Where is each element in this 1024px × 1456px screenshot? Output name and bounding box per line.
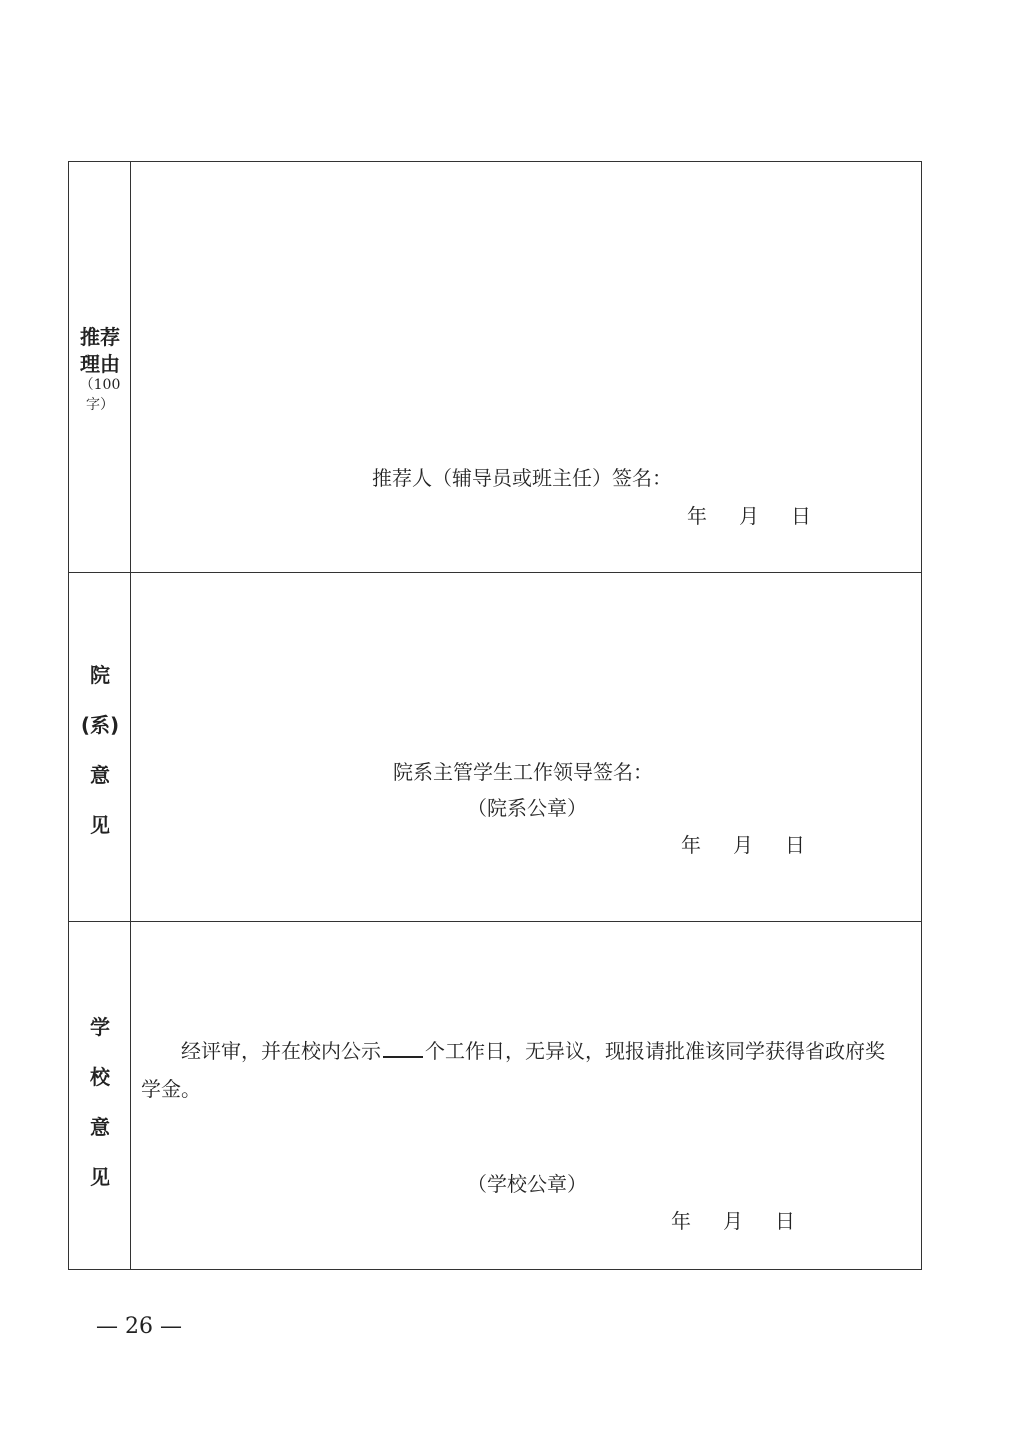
department-date-day: 日 xyxy=(785,833,805,857)
department-label-char-3: 意 xyxy=(90,763,110,787)
publicity-days-blank[interactable] xyxy=(383,1038,423,1058)
recommendation-label-note1: （100 xyxy=(79,377,121,393)
department-label-char-2: (系) xyxy=(80,713,120,737)
recommender-signature-label: 推荐人（辅导员或班主任）签名： xyxy=(372,466,672,490)
school-label-char-2: 校 xyxy=(90,1065,110,1089)
school-label-cell xyxy=(69,922,131,1269)
recommendation-label-line2: 理由 xyxy=(80,352,120,376)
recommendation-content-cell[interactable] xyxy=(131,162,921,572)
department-label-cell xyxy=(69,573,131,921)
department-content-cell[interactable] xyxy=(131,573,921,921)
school-row xyxy=(69,922,921,1269)
recommendation-label-cell xyxy=(69,162,131,572)
recommendation-row xyxy=(69,162,921,573)
school-label-char-3: 意 xyxy=(90,1115,110,1139)
school-statement-line2: 学金。 xyxy=(141,1077,201,1101)
recommendation-label-note2: 字） xyxy=(86,397,114,413)
school-date-month: 月 xyxy=(723,1209,743,1233)
school-statement-after-blank: 个工作日，无异议，现报请批准该同学获得省政府奖 xyxy=(425,1039,885,1063)
department-seal: （院系公章） xyxy=(467,796,587,820)
department-date-month: 月 xyxy=(733,833,753,857)
school-statement-line1 xyxy=(181,1035,885,1064)
department-signature-label: 院系主管学生工作领导签名： xyxy=(393,760,653,784)
school-label-char-4: 见 xyxy=(90,1165,110,1189)
department-date-year: 年 xyxy=(681,833,701,857)
school-label-char-1: 学 xyxy=(90,1015,110,1039)
department-row xyxy=(69,573,921,922)
school-content-cell[interactable] xyxy=(131,922,921,1269)
department-label-char-1: 院 xyxy=(90,663,110,687)
page-number: — 26 — xyxy=(96,1314,182,1339)
recommendation-date-year: 年 xyxy=(687,504,707,528)
recommendation-date-month: 月 xyxy=(739,504,759,528)
form-table xyxy=(68,161,922,1270)
school-date-day: 日 xyxy=(775,1209,795,1233)
department-label-char-4: 见 xyxy=(90,813,110,837)
school-seal: （学校公章） xyxy=(467,1172,587,1196)
recommendation-date-day: 日 xyxy=(791,504,811,528)
school-date-year: 年 xyxy=(671,1209,691,1233)
recommendation-label-line1: 推荐 xyxy=(80,325,120,349)
school-statement-before-blank: 经评审，并在校内公示 xyxy=(181,1039,381,1063)
